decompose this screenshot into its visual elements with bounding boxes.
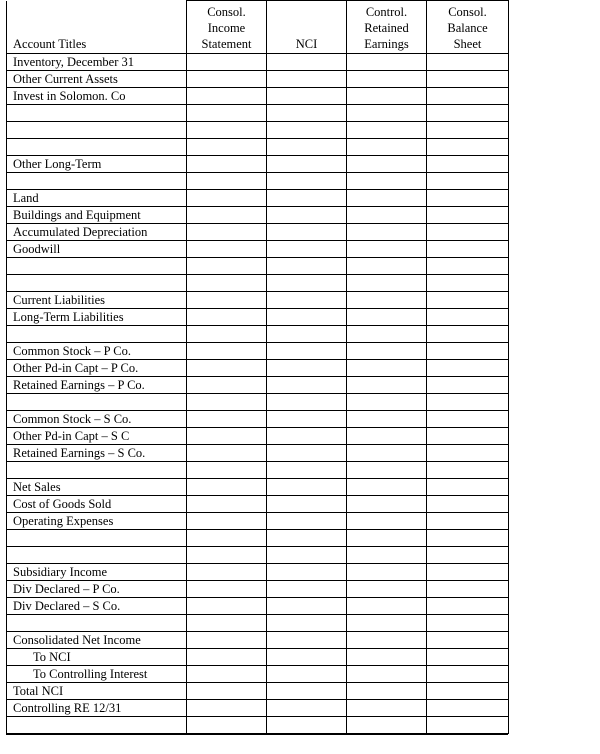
consol-income-cell[interactable] xyxy=(187,275,267,292)
table-row xyxy=(7,54,509,71)
account-title-cell xyxy=(7,258,187,275)
account-title-cell xyxy=(7,326,187,343)
header-control-retained-earnings xyxy=(347,1,427,54)
control-re-cell[interactable] xyxy=(347,564,427,581)
consol-bs-cell[interactable] xyxy=(427,377,509,394)
consol-bs-cell[interactable] xyxy=(427,258,509,275)
control-re-cell[interactable] xyxy=(347,224,427,241)
control-re-cell[interactable] xyxy=(347,54,427,71)
consol-bs-cell[interactable] xyxy=(427,241,509,258)
consol-bs-cell[interactable] xyxy=(427,581,509,598)
control-re-cell[interactable] xyxy=(347,394,427,411)
consol-income-cell[interactable] xyxy=(187,411,267,428)
account-title-cell xyxy=(7,173,187,190)
control-re-cell[interactable] xyxy=(347,632,427,649)
nci-cell[interactable] xyxy=(267,462,347,479)
control-re-cell[interactable] xyxy=(347,377,427,394)
control-re-cell[interactable] xyxy=(347,258,427,275)
control-re-cell[interactable] xyxy=(347,445,427,462)
consol-bs-cell[interactable] xyxy=(427,190,509,207)
nci-cell[interactable] xyxy=(267,700,347,717)
consol-bs-cell[interactable] xyxy=(427,224,509,241)
table-row xyxy=(7,411,509,428)
account-title-cell xyxy=(7,615,187,632)
consol-income-cell[interactable] xyxy=(187,428,267,445)
account-title-cell: To Controlling Interest xyxy=(7,666,187,683)
header-account-titles-text: Account Titles xyxy=(13,37,87,51)
control-re-cell[interactable] xyxy=(347,428,427,445)
consol-income-cell[interactable] xyxy=(187,105,267,122)
nci-cell[interactable] xyxy=(267,513,347,530)
consol-income-cell[interactable] xyxy=(187,445,267,462)
account-title-cell: Invest in Solomon. Co xyxy=(7,88,187,105)
nci-cell[interactable] xyxy=(267,615,347,632)
consol-bs-cell[interactable] xyxy=(427,105,509,122)
consol-bs-cell[interactable] xyxy=(427,173,509,190)
table-row xyxy=(7,343,509,360)
header-consol-balance-sheet xyxy=(427,1,509,54)
account-title-cell: Other Pd-in Capt – P Co. xyxy=(7,360,187,377)
table-row xyxy=(7,258,509,275)
consol-bs-cell[interactable] xyxy=(427,394,509,411)
consol-bs-cell[interactable] xyxy=(427,360,509,377)
consol-bs-cell[interactable] xyxy=(427,462,509,479)
consol-income-cell[interactable] xyxy=(187,326,267,343)
consol-bs-cell[interactable] xyxy=(427,122,509,139)
table-row xyxy=(7,88,509,105)
header-control-re-line2: Retained xyxy=(364,21,409,35)
nci-cell[interactable] xyxy=(267,207,347,224)
table-row xyxy=(7,71,509,88)
control-re-cell[interactable] xyxy=(347,309,427,326)
consol-income-cell[interactable] xyxy=(187,683,267,700)
nci-cell[interactable] xyxy=(267,547,347,564)
consol-income-cell[interactable] xyxy=(187,598,267,615)
nci-cell[interactable] xyxy=(267,309,347,326)
table-row xyxy=(7,530,509,547)
table-row xyxy=(7,275,509,292)
consol-income-cell[interactable] xyxy=(187,292,267,309)
header-control-re-line1: Control. xyxy=(365,5,408,19)
nci-cell[interactable] xyxy=(267,224,347,241)
consol-bs-cell[interactable] xyxy=(427,700,509,717)
consol-income-cell[interactable] xyxy=(187,190,267,207)
header-control-re-line3: Earnings xyxy=(364,37,409,51)
control-re-cell[interactable] xyxy=(347,71,427,88)
bottom-rule xyxy=(6,734,508,735)
account-title-cell: Land xyxy=(7,190,187,207)
nci-cell[interactable] xyxy=(267,632,347,649)
nci-cell[interactable] xyxy=(267,479,347,496)
control-re-cell[interactable] xyxy=(347,343,427,360)
consol-income-cell[interactable] xyxy=(187,377,267,394)
consol-bs-cell[interactable] xyxy=(427,428,509,445)
control-re-cell[interactable] xyxy=(347,411,427,428)
table-row xyxy=(7,632,509,649)
consol-bs-cell[interactable] xyxy=(427,479,509,496)
consol-income-cell[interactable] xyxy=(187,173,267,190)
header-account-titles xyxy=(7,1,187,54)
header-consol-income-line2: Income xyxy=(207,21,246,35)
nci-cell[interactable] xyxy=(267,156,347,173)
consol-income-cell[interactable] xyxy=(187,513,267,530)
account-title-cell: Inventory, December 31 xyxy=(7,54,187,71)
consol-bs-cell[interactable] xyxy=(427,683,509,700)
control-re-cell[interactable] xyxy=(347,496,427,513)
header-nci xyxy=(267,1,347,54)
nci-cell[interactable] xyxy=(267,105,347,122)
control-re-cell[interactable] xyxy=(347,547,427,564)
table-row xyxy=(7,207,509,224)
control-re-cell[interactable] xyxy=(347,598,427,615)
nci-cell[interactable] xyxy=(267,581,347,598)
table-row xyxy=(7,598,509,615)
control-re-cell[interactable] xyxy=(347,530,427,547)
table-row xyxy=(7,513,509,530)
consol-bs-cell[interactable] xyxy=(427,530,509,547)
consol-bs-cell[interactable] xyxy=(427,666,509,683)
nci-cell[interactable] xyxy=(267,241,347,258)
control-re-cell[interactable] xyxy=(347,581,427,598)
account-title-cell: Controlling RE 12/31 xyxy=(7,700,187,717)
account-title-cell: Operating Expenses xyxy=(7,513,187,530)
table-row xyxy=(7,156,509,173)
consol-income-cell[interactable] xyxy=(187,224,267,241)
table-row xyxy=(7,428,509,445)
nci-cell[interactable] xyxy=(267,258,347,275)
nci-cell[interactable] xyxy=(267,360,347,377)
consol-bs-cell[interactable] xyxy=(427,496,509,513)
table-row xyxy=(7,394,509,411)
worksheet-table xyxy=(6,0,509,734)
consol-bs-cell[interactable] xyxy=(427,445,509,462)
table-row xyxy=(7,683,509,700)
consol-income-cell[interactable] xyxy=(187,207,267,224)
account-title-cell: Retained Earnings – S Co. xyxy=(7,445,187,462)
nci-cell[interactable] xyxy=(267,190,347,207)
account-title-cell xyxy=(7,462,187,479)
account-title-cell xyxy=(7,122,187,139)
consol-income-cell[interactable] xyxy=(187,71,267,88)
control-re-cell[interactable] xyxy=(347,88,427,105)
account-title-cell: Retained Earnings – P Co. xyxy=(7,377,187,394)
account-title-cell xyxy=(7,530,187,547)
control-re-cell[interactable] xyxy=(347,360,427,377)
consol-income-cell[interactable] xyxy=(187,360,267,377)
consol-income-cell[interactable] xyxy=(187,88,267,105)
account-title-cell xyxy=(7,275,187,292)
consol-income-cell[interactable] xyxy=(187,666,267,683)
nci-cell[interactable] xyxy=(267,445,347,462)
account-title-cell: Other Current Assets xyxy=(7,71,187,88)
table-row xyxy=(7,139,509,156)
nci-cell[interactable] xyxy=(267,496,347,513)
consol-bs-cell[interactable] xyxy=(427,309,509,326)
consol-income-cell[interactable] xyxy=(187,122,267,139)
nci-cell[interactable] xyxy=(267,411,347,428)
consol-income-cell[interactable] xyxy=(187,564,267,581)
table-row xyxy=(7,360,509,377)
nci-cell[interactable] xyxy=(267,683,347,700)
nci-cell[interactable] xyxy=(267,717,347,734)
consol-bs-cell[interactable] xyxy=(427,343,509,360)
account-title-cell: Other Pd-in Capt – S C xyxy=(7,428,187,445)
control-re-cell[interactable] xyxy=(347,649,427,666)
account-title-cell xyxy=(7,139,187,156)
consol-bs-cell[interactable] xyxy=(427,547,509,564)
control-re-cell[interactable] xyxy=(347,717,427,734)
table-row xyxy=(7,581,509,598)
consol-bs-cell[interactable] xyxy=(427,88,509,105)
consol-income-cell[interactable] xyxy=(187,615,267,632)
account-title-cell: Common Stock – P Co. xyxy=(7,343,187,360)
account-title-cell: Div Declared – P Co. xyxy=(7,581,187,598)
worksheet-body xyxy=(7,54,509,734)
table-row xyxy=(7,649,509,666)
table-row xyxy=(7,717,509,734)
account-title-cell: Cost of Goods Sold xyxy=(7,496,187,513)
consol-bs-cell[interactable] xyxy=(427,71,509,88)
control-re-cell[interactable] xyxy=(347,275,427,292)
control-re-cell[interactable] xyxy=(347,139,427,156)
header-consol-bs-line3: Sheet xyxy=(453,37,482,51)
table-row xyxy=(7,377,509,394)
control-re-cell[interactable] xyxy=(347,479,427,496)
nci-cell[interactable] xyxy=(267,649,347,666)
consol-income-cell[interactable] xyxy=(187,54,267,71)
consol-income-cell[interactable] xyxy=(187,139,267,156)
consol-bs-cell[interactable] xyxy=(427,326,509,343)
table-row xyxy=(7,292,509,309)
account-title-cell: Div Declared – S Co. xyxy=(7,598,187,615)
consol-income-cell[interactable] xyxy=(187,394,267,411)
account-title-cell: To NCI xyxy=(7,649,187,666)
nci-cell[interactable] xyxy=(267,292,347,309)
consol-bs-cell[interactable] xyxy=(427,292,509,309)
consol-income-cell[interactable] xyxy=(187,649,267,666)
table-row xyxy=(7,700,509,717)
table-row xyxy=(7,241,509,258)
control-re-cell[interactable] xyxy=(347,241,427,258)
header-consol-income-line3: Statement xyxy=(201,37,252,51)
nci-cell[interactable] xyxy=(267,326,347,343)
nci-cell[interactable] xyxy=(267,343,347,360)
account-title-cell xyxy=(7,547,187,564)
table-row xyxy=(7,564,509,581)
consol-bs-cell[interactable] xyxy=(427,717,509,734)
consol-bs-cell[interactable] xyxy=(427,513,509,530)
nci-cell[interactable] xyxy=(267,122,347,139)
control-re-cell[interactable] xyxy=(347,615,427,632)
control-re-cell[interactable] xyxy=(347,513,427,530)
consol-income-cell[interactable] xyxy=(187,343,267,360)
control-re-cell[interactable] xyxy=(347,326,427,343)
header-nci-text: NCI xyxy=(295,37,318,51)
table-row xyxy=(7,122,509,139)
control-re-cell[interactable] xyxy=(347,683,427,700)
consol-income-cell[interactable] xyxy=(187,632,267,649)
consol-income-cell[interactable] xyxy=(187,530,267,547)
consol-bs-cell[interactable] xyxy=(427,615,509,632)
table-row xyxy=(7,445,509,462)
table-row xyxy=(7,326,509,343)
nci-cell[interactable] xyxy=(267,139,347,156)
table-row xyxy=(7,462,509,479)
nci-cell[interactable] xyxy=(267,88,347,105)
account-title-cell: Accumulated Depreciation xyxy=(7,224,187,241)
account-title-cell: Net Sales xyxy=(7,479,187,496)
consol-bs-cell[interactable] xyxy=(427,411,509,428)
control-re-cell[interactable] xyxy=(347,122,427,139)
consol-income-cell[interactable] xyxy=(187,496,267,513)
account-title-cell: Common Stock – S Co. xyxy=(7,411,187,428)
consol-income-cell[interactable] xyxy=(187,462,267,479)
header-consol-bs-line2: Balance xyxy=(447,21,488,35)
nci-cell[interactable] xyxy=(267,394,347,411)
consol-bs-cell[interactable] xyxy=(427,632,509,649)
control-re-cell[interactable] xyxy=(347,105,427,122)
consol-bs-cell[interactable] xyxy=(427,156,509,173)
consol-bs-cell[interactable] xyxy=(427,275,509,292)
header-consol-income-statement xyxy=(187,1,267,54)
account-title-cell: Consolidated Net Income xyxy=(7,632,187,649)
nci-cell[interactable] xyxy=(267,377,347,394)
table-row xyxy=(7,666,509,683)
nci-cell[interactable] xyxy=(267,666,347,683)
consol-income-cell[interactable] xyxy=(187,717,267,734)
consol-income-cell[interactable] xyxy=(187,479,267,496)
table-row xyxy=(7,496,509,513)
consol-income-cell[interactable] xyxy=(187,581,267,598)
nci-cell[interactable] xyxy=(267,173,347,190)
nci-cell[interactable] xyxy=(267,54,347,71)
table-row xyxy=(7,479,509,496)
account-title-cell xyxy=(7,105,187,122)
header-consol-income-line1: Consol. xyxy=(207,5,246,19)
consol-bs-cell[interactable] xyxy=(427,54,509,71)
control-re-cell[interactable] xyxy=(347,156,427,173)
account-title-cell xyxy=(7,717,187,734)
consol-income-cell[interactable] xyxy=(187,700,267,717)
nci-cell[interactable] xyxy=(267,530,347,547)
nci-cell[interactable] xyxy=(267,428,347,445)
account-title-cell xyxy=(7,394,187,411)
table-row xyxy=(7,309,509,326)
account-title-cell: Total NCI xyxy=(7,683,187,700)
header-row xyxy=(7,1,509,54)
table-row xyxy=(7,615,509,632)
nci-cell[interactable] xyxy=(267,564,347,581)
control-re-cell[interactable] xyxy=(347,292,427,309)
control-re-cell[interactable] xyxy=(347,173,427,190)
consol-bs-cell[interactable] xyxy=(427,564,509,581)
table-row xyxy=(7,547,509,564)
control-re-cell[interactable] xyxy=(347,207,427,224)
header-consol-bs-line1: Consol. xyxy=(448,5,487,19)
control-re-cell[interactable] xyxy=(347,190,427,207)
consol-income-cell[interactable] xyxy=(187,241,267,258)
consol-bs-cell[interactable] xyxy=(427,139,509,156)
account-title-cell: Long-Term Liabilities xyxy=(7,309,187,326)
table-row xyxy=(7,173,509,190)
nci-cell[interactable] xyxy=(267,71,347,88)
account-title-cell: Other Long-Term xyxy=(7,156,187,173)
control-re-cell[interactable] xyxy=(347,462,427,479)
control-re-cell[interactable] xyxy=(347,700,427,717)
table-row xyxy=(7,190,509,207)
nci-cell[interactable] xyxy=(267,598,347,615)
table-row xyxy=(7,105,509,122)
table-row xyxy=(7,224,509,241)
account-title-cell: Buildings and Equipment xyxy=(7,207,187,224)
consol-bs-cell[interactable] xyxy=(427,649,509,666)
consol-income-cell[interactable] xyxy=(187,258,267,275)
account-title-cell: Current Liabilities xyxy=(7,292,187,309)
account-title-cell: Subsidiary Income xyxy=(7,564,187,581)
consol-bs-cell[interactable] xyxy=(427,207,509,224)
consol-income-cell[interactable] xyxy=(187,547,267,564)
control-re-cell[interactable] xyxy=(347,666,427,683)
consol-bs-cell[interactable] xyxy=(427,598,509,615)
nci-cell[interactable] xyxy=(267,275,347,292)
consol-income-cell[interactable] xyxy=(187,156,267,173)
account-title-cell: Goodwill xyxy=(7,241,187,258)
consol-income-cell[interactable] xyxy=(187,309,267,326)
